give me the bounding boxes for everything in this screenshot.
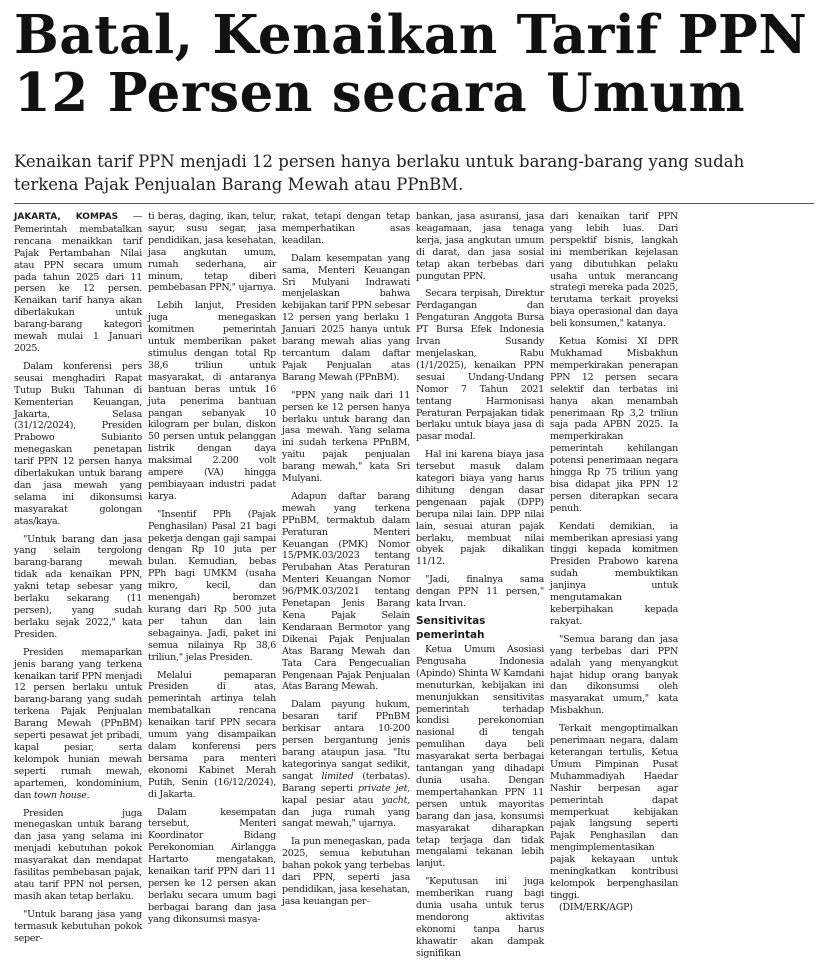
article-paragraph: Presiden juga menegaskan untuk barang dan jasa yang selama ini menjadi kebutuhan pokok masyarakat dan mendapat fasilitas pembebasan pajak, atau tarif PPN nol persen, masih akan tetap berlaku.	[14, 807, 142, 902]
headline-line-1: Batal, Kenaikan Tarif PPN	[14, 4, 808, 66]
article-paragraph: ti beras, daging, ikan, telur, sayur, susu segar, jasa pendidikan, jasa kesehatan, jasa angkutan umum, rumah sederhana, air minum, tetap diberi pembebasan PPN," ujarnya.	[148, 211, 276, 294]
article-paragraph	[282, 699, 410, 830]
article-paragraph: Dalam kesempatan yang sama, Menteri Keuangan Sri Mulyani Indrawati menjelaskan bahwa kebijakan tarif PPN sebesar 12 persen yang berlaku 1 Januari 2025 hanya untuk barang mewah alias yang tercantum dalam daftar Pajak Penjualan atas Barang Mewah (PPnBM).	[282, 252, 410, 383]
article-paragraph: Hal ini karena biaya jasa tersebut masuk dalam kategori biaya yang harus dihitung dengan dasar pengenaan pajak (DPP) berupa nilai lain. DPP nilai lain, sesuai aturan pajak berlaku, membuat nilai obyek pajak dikalikan 11/12.	[416, 449, 544, 568]
paragraph-text: — Pemerintah membatalkan rencana menaikkan tarif Pajak Pertambahan Nilai atau PPN secara umum pada tahun 2025 dari 11 persen ke 12 persen. Kenaikan tarif hanya akan diberlakukan untuk barang-barang kategori mewah mulai 1 Januari 2025.	[14, 211, 142, 354]
divider-rule	[14, 203, 814, 204]
article-paragraph: Melalui pemaparan Presiden di atas, pemerintah artinya telah membatalkan rencana kenaikan tarif PPN secara umum yang disampaikan dalam konferensi pers bersama para menteri ekonomi Kabinet Merah Putih, Senin (16/12/2024), di Jakarta.	[148, 669, 276, 800]
deck-line-2: terkena Pajak Penjualan Barang Mewah atau PPnBM.	[14, 175, 464, 194]
article-paragraph: Ketua Komisi XI DPR Mukhamad Misbakhun memperkirakan penerapan PPN 12 persen secara selektif dan terbatas ini hanya akan menambah penerimaan Rp 3,2 triliun saja pada APBN 2025. Ia memperkirakan pemerintah kehilangan potensi penerimaan negara hingga Rp 75 triliun yang bisa didapat jika PPN 12 persen diterapkan secara penuh.	[550, 336, 678, 514]
article-paragraph: "Jadi, finalnya sama dengan PPN 11 persen," kata Irvan.	[416, 574, 544, 610]
paragraph-text: (terbatas). Barang seperti	[282, 770, 410, 794]
headline-line-2: 12 Persen secara Umum	[14, 62, 746, 124]
article-paragraph: Ketua Umum Asosiasi Pengusaha Indonesia (Apindo) Shinta W Kamdani menuturkan, kebijakan ini menunjukkan sensitivitas pemerintah terhadap kondisi perekonomian nasional di tengah pemulihan daya beli masyarakat serta berbagai tantangan yang dihadapi dunia usaha. Dengan mempertahankan PPN 11 persen untuk mayoritas barang dan jasa, konsumsi masyarakat diharapkan tetap terjaga dan tidak mengalami tekanan lebih lanjut.	[416, 644, 544, 870]
paragraph-emphasis: yacht,	[382, 794, 410, 806]
article-paragraph	[14, 647, 142, 802]
article-paragraph: Dalam kesempatan tersebut, Menteri Koordinator Bidang Perekonomian Airlangga Hartarto mengatakan, kenaikan tarif PPN dari 11 persen ke 12 persen akan berlaku secara umum bagi berbagai barang dan jasa yang dikonsumsi masya-	[148, 806, 276, 925]
article-paragraph: bankan, jasa asuransi, jasa keagamaan, jasa tenaga kerja, jasa angkutan umum di darat, dan jasa sosial tetap akan terbebas dari pungutan PPN.	[416, 211, 544, 282]
article-paragraph: "Semua barang dan jasa yang terbebas dari PPN adalah yang menyangkut hajat hidup orang banyak dan dikonsumsi oleh masyarakat umum," kata Misbakhun.	[550, 633, 678, 717]
paragraph-text: Dalam payung hukum, besaran tarif PPnBM berkisar antara 10-200 persen bergantung jenis barang ataupun jasa. "Itu kategorinya sangat sedikit, sangat	[282, 699, 410, 782]
article-column-2	[148, 211, 276, 925]
article-paragraph: Secara terpisah, Direktur Perdagangan dan Pengaturan Anggota Bursa PT Bursa Efek Indonesia Irvan Susandy menjelaskan, Rabu (1/1/2025), kenaikan PPN sesuai Undang-Undang Nomor 7 Tahun 2021 tentang Harmonisasi Peraturan Perpajakan tidak berlaku untuk biaya jasa di pasar modal.	[416, 288, 544, 443]
dateline: JAKARTA, KOMPAS	[14, 212, 119, 222]
article-paragraph: "Insentif PPh (Pajak Penghasilan) Pasal 21 bagi pekerja dengan gaji sampai dengan Rp 10 juta per bulan. Kemudian, bebas PPh bagi UMKM (usaha mikro, kecil, dan menengah) beromzet kurang dari Rp 500 juta per tahun dan lain sebagainya. Jadi, paket ini semua nilainya Rp 38,6 triliun," jelas Presiden.	[148, 508, 276, 663]
paragraph-text: dan juga rumah yang sangat mewah," ujarnya.	[282, 806, 410, 830]
paragraph-emphasis: town house.	[33, 789, 90, 801]
article-paragraph: "Keputusan ini juga memberikan ruang bagi dunia usaha untuk terus mendorong aktivitas ekonomi tanpa harus khawatir akan dampak signifikan	[416, 876, 544, 959]
byline-credit: (DIM/ERK/AGP)	[559, 901, 633, 913]
paragraph-emphasis: limited	[321, 770, 354, 782]
article-paragraph	[14, 211, 142, 355]
deck	[14, 150, 819, 196]
article-paragraph: "Untuk barang dan jasa yang selain tergolong barang-barang mewah tidak ada kenaikan PPN, yakni tetap sebesar yang berlaku sekarang (11 persen), yang sudah berlaku sejak 2022," kata Presiden.	[14, 533, 142, 640]
article-paragraph: Dalam konferensi pers seusai menghadiri Rapat Tutup Buku Tahunan di Kementerian Keuangan, Jakarta, Selasa (31/12/2024), Presiden Prabowo Subianto menegaskan penetapan tarif PPN 12 persen hanya diberlakukan untuk barang dan jasa mewah yang selama ini dikonsumsi masyarakat golongan atas/kaya.	[14, 360, 142, 527]
article-body	[14, 211, 816, 959]
article-paragraph: Adapun daftar barang mewah yang terkena PPnBM, termaktub dalam Peraturan Menteri Keuangan (PMK) Nomor 15/PMK.03/2023 tentang Perubahan Atas Peraturan Menteri Keuangan Nomor 96/PMK.03/2021 tentang Penetapan Jenis Barang Kena Pajak Selain Kendaraan Bermotor yang Dikenai Pajak Penjualan Atas Barang Mewah dan Tata Cara Pengecualian Pengenaan Pajak Penjualan Atas Barang Mewah.	[282, 490, 410, 693]
article-paragraph: "Untuk barang jasa yang termasuk kebutuhan pokok seper-	[14, 908, 142, 944]
article-paragraph: Kendati demikian, ia memberikan apresiasi yang tinggi kepada komitmen Presiden Prabowo karena sudah membuktikan janjinya untuk mengutamakan keberpihakan kepada rakyat.	[550, 520, 678, 627]
paragraph-emphasis: private jet,	[357, 782, 410, 794]
headline	[14, 6, 819, 122]
article-paragraph: Ia pun menegaskan, pada 2025, semua kebutuhan bahan pokok yang terbebas dari PPN, seperti jasa pendidikan, jasa kesehatan, jasa keuangan per-	[282, 836, 410, 907]
article-column-4	[416, 211, 544, 959]
article-paragraph: Lebih lanjut, Presiden juga menegaskan komitmen pemerintah untuk memberikan paket stimulus dengan total Rp 38,6 triliun untuk masyarakat, di antaranya bantuan beras untuk 16 juta penerima bantuan pangan sebanyak 10 kilogram per bulan, diskon 50 persen untuk pelanggan listrik dengan daya maksimal 2.200 volt ampere (VA) hingga pembiayaan industri padat karya.	[148, 300, 276, 502]
article-paragraph: "PPN yang naik dari 11 persen ke 12 persen hanya berlaku untuk barang dan jasa mewah. Yang selama ini sudah terkena PPnBM, yaitu pajak penjualan barang mewah," kata Sri Mulyani.	[282, 389, 410, 485]
article-paragraph: rakat, tetapi dengan tetap memperhatikan asas keadilan.	[282, 211, 410, 246]
article-column-5	[550, 211, 678, 913]
article-paragraph: dari kenaikan tarif PPN yang lebih luas. Dari perspektif bisnis, langkah ini memberikan kejelasan yang dibutuhkan pelaku usaha untuk merancang strategi mereka pada 2025, terutama terkait proyeksi biaya operasional dan daya beli konsumen," katanya.	[550, 211, 678, 330]
paragraph-text: kapal pesiar atau	[282, 794, 374, 806]
article-paragraph: Terkait mengoptimalkan penerimaan negara, dalam keterangan tertulis, Ketua Umum Pimpinan Pusat Muhammadiyah Haedar Nashir berpesan agar pemerintah dapat memperkuat kebijakan pajak langsung seperti Pajak Penghasilan dan mengimplementasikan pajak kekayaan untuk meningkatkan kontribusi kelompok berpenghasilan tinggi.	[550, 723, 678, 901]
paragraph-text: Presiden memaparkan jenis barang yang terkena kenaikan tarif PPN menjadi 12 persen berlaku untuk barang-barang yang sudah terkena Pajak Penjualan Barang Mewah (PPnBM) seperti pesawat jet pribadi, kapal pesiar, serta kelompok hunian mewah seperti rumah mewah, apartemen, kondominium, dan	[14, 646, 142, 801]
article-column-1	[14, 211, 142, 944]
deck-line-1: Kenaikan tarif PPN menjadi 12 persen hanya berlaku untuk barang-barang yang sudah	[14, 152, 745, 171]
section-subhead: Sensitivitas pemerintah	[416, 615, 486, 641]
article-column-3	[282, 211, 410, 907]
